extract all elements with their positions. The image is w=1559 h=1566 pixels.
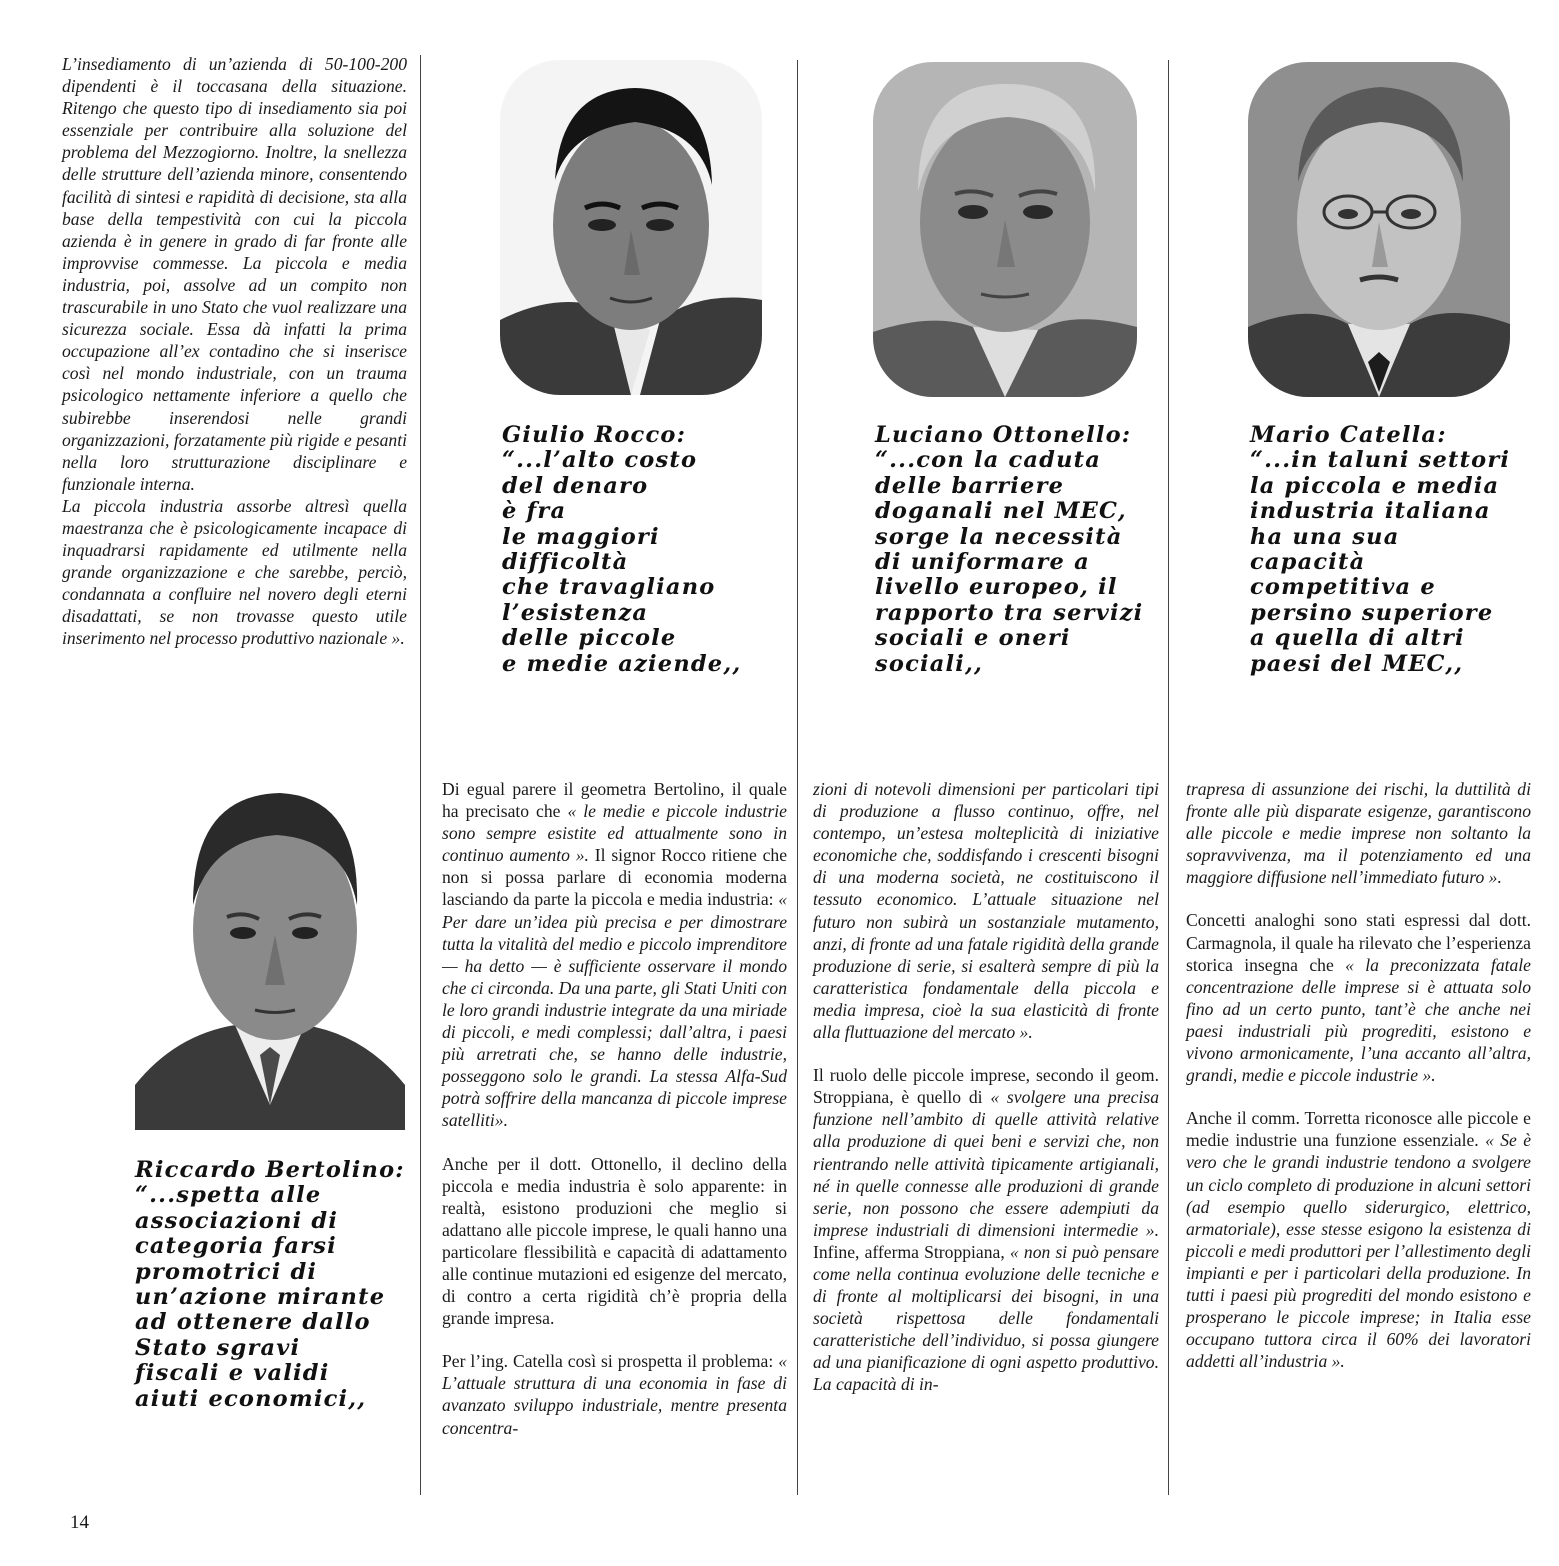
text-run: Di egual parere il geometra Bertolino, il quale ha precisato che — [442, 779, 787, 822]
column-2-text — [442, 778, 787, 1439]
text-run: Per l’ing. Catella così si prospetta il problema: — [442, 1351, 779, 1372]
quote-line: industria italiana — [1250, 498, 1491, 525]
paragraph: zioni di notevoli dimensioni per particolari tipi di produzione a flusso continuo, offre, nel contempo, un’estesa molteplicità di iniziative economiche che, soddisfando i crescenti bisogni di una moderna società, ne costituiscono il tessuto economico. L’attuale situazione nel futuro non subirà un sostanziale mutamento, anzi, di fronte ad una fatale rigidità della grande produzione di serie, si esalterà sempre di più la caratteristica fondamentale della piccola e media impresa, cioè la sua elasticità di fronte alla fluttuazione del mercato ». — [813, 779, 1159, 1043]
quote-line: capacità — [1250, 549, 1366, 576]
column-rule-2 — [797, 60, 798, 1495]
text-run: Il signor Rocco ritiene che non si possa parlare di economia moderna lasciando da parte la piccola e media industria: — [442, 845, 788, 910]
page-number: 14 — [70, 1512, 89, 1533]
intro-paragraph-2: La piccola industria assorbe altresì quella maestranza che è psicologicamente incapace di inquadrarsi rapidamente ed utilmente nella grande organizzazione e che sarebbe, perciò, condannata a confluire nel novero degli eterni disadattati, se non trovasse questo utile inserimento nel processo produttivo nazionale ». — [62, 495, 407, 649]
quote-line: del denaro — [502, 472, 649, 499]
paragraph: Anche per il dott. Ottonello, il declino della piccola e media industria è solo apparente: in realtà, esistono produzioni che meglio si adattano alle piccole imprese, le quali hanno una particolare flessibilità e capacità di adattamento alle continue mutazioni ed esigenze del mercato, di contro a certa rigidità ch’è propria della grande impresa. — [442, 1153, 787, 1329]
column-4-text — [1186, 778, 1531, 1372]
paragraph — [1186, 1107, 1531, 1372]
text-run: Il ruolo delle piccole imprese, secondo il geom. Stroppiana, è quello di — [813, 1065, 1159, 1108]
text-run: Infine, afferma Stroppiana, — [813, 1241, 1010, 1262]
quote-line: persino superiore — [1250, 599, 1494, 626]
quote-run: « Per dare un’idea più precisa e per dimostrare tutta la vitalità del medio e piccolo imprenditore — ha detto — è sufficiente osservare il mondo che ci circonda. Da una parte, gli Stati Uniti con le loro grandi industrie integrate da una miriade di piccoli, e medi complessi; dall’altra, i paesi più arretrati che, se hanno delle industrie, posseggono solo le grandi. La stessa Alfa-Sud potrà soffrire della mancanza di piccole imprese satelliti». — [442, 889, 787, 1131]
quote-rocco — [502, 423, 741, 677]
quote-line: “...l’alto costo — [502, 447, 698, 474]
paragraph — [442, 778, 787, 1132]
quote-run: « non si può pensare come nella continua evoluzione delle tecniche e di fronte al moltiplicarsi dei bisogni, in una società rispettosa delle fondamentali caratteristiche dell’individuo, si possa giungere ad una pianificazione di ogni aspetto produttivo. La capacità di in- — [813, 1241, 1159, 1395]
portrait-photo-ottonello — [873, 62, 1137, 397]
quote-line: doganali nel MEC, — [875, 498, 1127, 525]
quote-line: difficoltà — [502, 549, 629, 576]
quote-ottonello — [875, 423, 1143, 677]
quote-line: ha una sua — [1250, 523, 1400, 550]
quote-name: Riccardo Bertolino: — [135, 1157, 405, 1183]
quote-line: e medie aziende,, — [502, 650, 742, 677]
quote-line: l’esistenza — [502, 599, 649, 626]
quote-line: fiscali e validi — [135, 1360, 330, 1387]
quote-line: sociali e oneri — [875, 625, 1071, 652]
quote-line: delle piccole — [502, 625, 677, 652]
portrait-photo-rocco — [500, 60, 762, 395]
paragraph — [813, 1064, 1159, 1395]
quote-name: Mario Catella: — [1250, 422, 1447, 448]
quote-line: di uniformare a — [875, 549, 1090, 576]
intro-column — [62, 53, 407, 650]
quote-run: « le medie e piccole industrie sono sempre esistite ed attualmente sono in continuo aumento ». — [442, 801, 787, 866]
portrait-photo-catella — [1248, 62, 1510, 397]
quote-line: “...con la caduta — [875, 447, 1102, 474]
quote-line: le maggiori — [502, 523, 660, 550]
quote-line: aiuti economici,, — [135, 1385, 367, 1412]
quote-line: paesi del MEC,, — [1250, 650, 1464, 677]
quote-run: « la preconizzata fatale concentrazione delle imprese si è attuata solo fino ad un certo punto, tant’è che anche nei paesi industriali più progrediti, esistono e vivono armonicamente, l’una accanto all’altra, grandi, medie e piccole industrie ». — [1186, 954, 1531, 1086]
quote-line: che travagliano — [502, 574, 716, 601]
quote-bertolino — [135, 1158, 405, 1412]
quote-name: Luciano Ottonello: — [875, 422, 1132, 448]
quote-line: a quella di altri — [1250, 625, 1465, 652]
quote-line: delle barriere — [875, 472, 1065, 499]
quote-line: la piccola e media — [1250, 472, 1500, 499]
quote-line: associazioni di — [135, 1207, 339, 1234]
quote-run: « Se è vero che le grandi industrie tendono a svolgere un ciclo completo di produzione in alcuni settori (ad esempio quello siderurgico, elettrico, armatoriale), esse stesse esigono la esistenza di piccoli e medi produttori per l’allestimento degli impianti e per i particolari della produzione. In tutti i paesi più progrediti del mondo esistono e prosperano le piccole imprese; in Italia esse occupano tuttora circa il 60% dei lavoratori addetti all’industria ». — [1186, 1130, 1532, 1372]
quote-catella — [1250, 423, 1510, 677]
quote-line: sorge la necessità — [875, 523, 1123, 550]
quote-line: livello europeo, il — [875, 574, 1118, 601]
quote-line: sociali,, — [875, 650, 984, 677]
quote-run: « L’attuale struttura di una economia in fase di avanzato sviluppo industriale, mentre presenta concentra- — [442, 1351, 787, 1438]
paragraph: trapresa di assunzione dei rischi, la duttilità di fronte alle più disparate esigenze, garantiscono alle piccole e medie imprese non soltanto la sopravvivenza, ma il potenziamento ed una maggiore diffusione nell’immediato futuro ». — [1186, 779, 1531, 888]
text-run: Anche il comm. Torretta riconosce alle piccole e medie industrie una funzione essenziale. — [1186, 1108, 1531, 1151]
quote-line: categoria farsi — [135, 1233, 337, 1260]
quote-name: Giulio Rocco: — [502, 422, 687, 448]
column-3-text — [813, 778, 1159, 1396]
column-rule-1 — [420, 55, 421, 1495]
quote-line: ad ottenere dallo — [135, 1309, 371, 1336]
quote-line: rapporto tra servizi — [875, 599, 1144, 626]
quote-line: un’azione mirante — [135, 1284, 386, 1311]
text-run: Concetti analoghi sono stati espressi dal dott. Carmagnola, il quale ha rilevato che l’esperienza storica insegna che — [1186, 910, 1531, 975]
quote-line: “...spetta alle — [135, 1182, 322, 1209]
intro-paragraph-1: L’insediamento di un’azienda di 50-100-200 dipendenti è il toccasana della situazione. Ritengo che questo tipo di insediamento sia poi essenziale per contribuire alla soluzione del problema del Mezzogiorno. Inoltre, la snellezza delle strutture dell’azienda minore, consentendo facilità di sintesi e rapidità di decisione, sta alla base della tempestività con cui la piccola azienda è in genere in grado di far fronte alle improvvise commesse. La piccola e media industria, poi, assolve ad un compito non trascurabile in uno Stato che vuol realizzare una sicurezza sociale. Essa dà infatti la prima occupazione all’ex contadino che si inserisce così nel mondo industriale, con un trauma psicologico nettamente inferiore a quello che subirebbe inserendosi nelle grandi organizzazioni, forzatamente più rigide e pesanti nella loro strutturazione disciplinare e funzionale interna. — [62, 54, 407, 494]
quote-run: « svolgere una precisa funzione nell’ambito di quelle attività relative alla produzione di quei beni e servizi che, non rientrando nelle attività tipicamente artigianali, né in quelle connesse alle produzioni di grande serie, non possono che essere adempiuti da imprese industriali di dimensioni intermedie ». — [813, 1087, 1159, 1240]
quote-line: competitiva e — [1250, 574, 1436, 601]
paragraph — [1186, 909, 1531, 1086]
quote-line: “...in taluni settori — [1250, 447, 1511, 474]
column-rule-3 — [1168, 60, 1169, 1495]
quote-line: è fra — [502, 498, 567, 525]
quote-line: Stato sgravi — [135, 1334, 301, 1361]
portrait-photo-bertolino — [135, 785, 405, 1130]
quote-line: promotrici di — [135, 1258, 318, 1285]
paragraph — [442, 1350, 787, 1438]
